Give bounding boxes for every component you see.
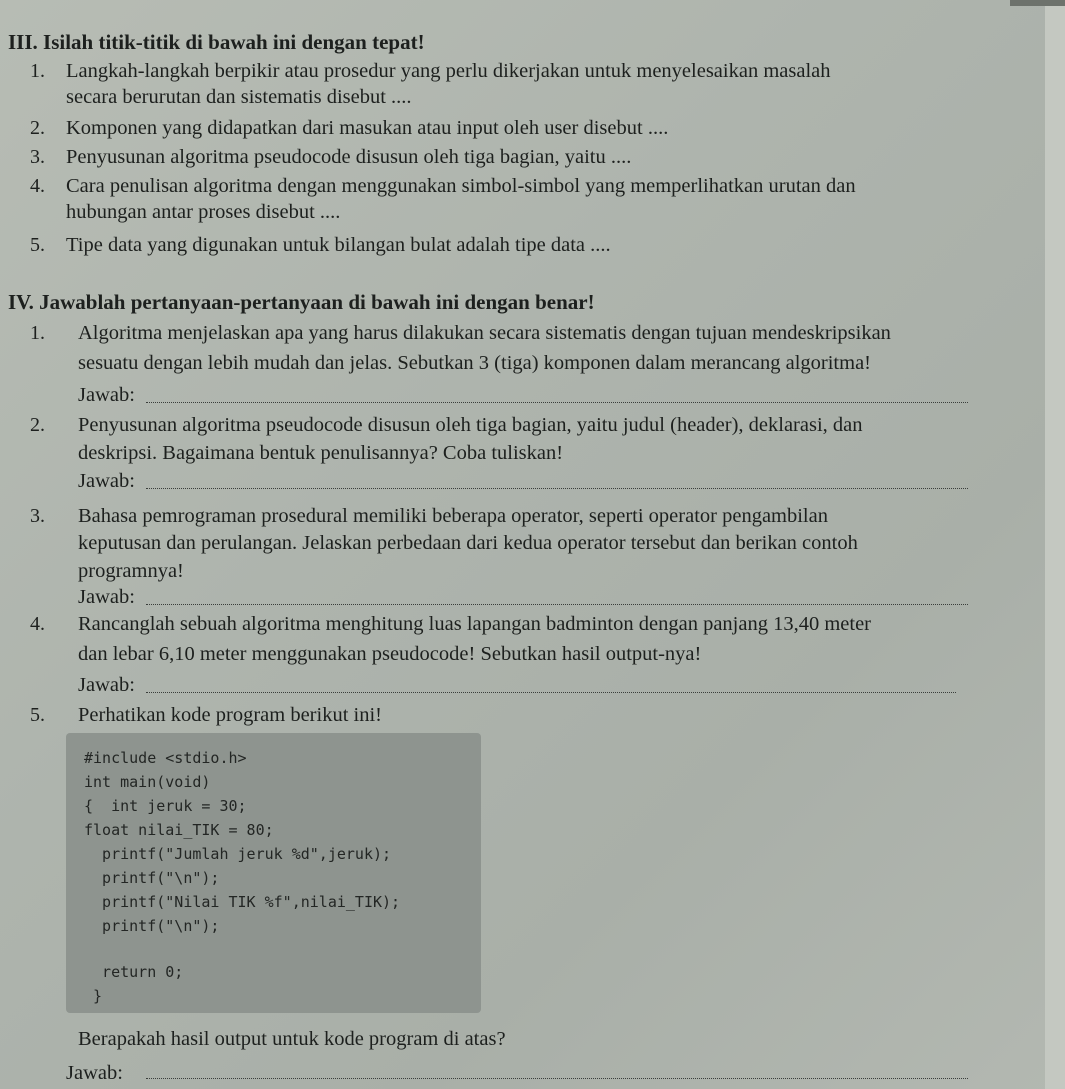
page-edge [1045,0,1065,1089]
s4-item-2-line-1: Penyusunan algoritma pseudocode disusun oleh tiga bagian, yaitu judul (header), deklarasi, dan [78,414,863,436]
s3-item-2-line-1: Komponen yang didapatkan dari masukan atau input oleh user disebut .... [66,117,669,139]
s4-item-5-followup: Berapakah hasil output untuk kode program di atas? [78,1028,506,1050]
s4-item-1-answer-label: Jawab: [78,384,135,406]
code-block [66,733,481,1013]
code-line: { int jeruk = 30; [84,797,247,815]
s3-item-1-number: 1. [30,60,45,82]
section-3-heading: III. Isilah titik-titik di bawah ini dengan tepat! [8,30,425,54]
page-edge-shadow [1010,0,1065,6]
s4-item-3-line-2: keputusan dan perulangan. Jelaskan perbedaan dari kedua operator tersebut dan berikan contoh [78,532,858,554]
s3-item-5-line-1: Tipe data yang digunakan untuk bilangan bulat adalah tipe data .... [66,234,611,256]
s4-item-2-number: 2. [30,414,45,436]
s3-item-2-number: 2. [30,117,45,139]
s4-item-3-line-3: programnya! [78,560,184,582]
section-4-heading: IV. Jawablah pertanyaan-pertanyaan di bawah ini dengan benar! [8,290,595,314]
s4-item-1-number: 1. [30,322,45,344]
s4-item-2-answer-line[interactable] [146,488,968,489]
code-line: printf("Nilai TIK %f",nilai_TIK); [84,893,401,911]
s3-item-4-line-2: hubungan antar proses disebut .... [66,201,341,223]
s4-item-4-line-1: Rancanglah sebuah algoritma menghitung luas lapangan badminton dengan panjang 13,40 meter [78,613,872,635]
s3-item-1-line-2: secara berurutan dan sistematis disebut .... [66,86,412,108]
s4-item-1-line-2: sesuatu dengan lebih mudah dan jelas. Sebutkan 3 (tiga) komponen dalam merancang algoritma! [78,352,871,374]
code-line: return 0; [84,963,184,981]
s3-item-3-number: 3. [30,146,45,168]
s4-item-3-line-1: Bahasa pemrograman prosedural memiliki beberapa operator, seperti operator pengambilan [78,505,828,527]
code-line: printf("\n"); [84,869,220,887]
s3-item-4-line-1: Cara penulisan algoritma dengan menggunakan simbol-simbol yang memperlihatkan urutan dan [66,175,856,197]
s4-item-3-number: 3. [30,505,45,527]
code-line: #include <stdio.h> [84,749,247,767]
code-line: printf("Jumlah jeruk %d",jeruk); [84,845,392,863]
code-line: int main(void) [84,773,211,791]
s4-item-4-line-2: dan lebar 6,10 meter menggunakan pseudocode! Sebutkan hasil output-nya! [78,643,702,665]
code-line: float nilai_TIK = 80; [84,821,274,839]
s4-item-5-number: 5. [30,704,45,726]
s4-item-4-number: 4. [30,613,45,635]
s4-item-5-answer-line[interactable] [146,1078,968,1079]
s3-item-5-number: 5. [30,234,45,256]
s4-item-4-answer-line[interactable] [146,692,956,693]
s4-item-1-line-1: Algoritma menjelaskan apa yang harus dilakukan secara sistematis dengan tujuan mendeskripsikan [78,322,891,344]
s4-item-2-answer-label: Jawab: [78,470,135,492]
s4-item-5-line-1: Perhatikan kode program berikut ini! [78,704,382,726]
s4-item-4-answer-label: Jawab: [78,674,135,696]
s4-item-5-answer-label: Jawab: [66,1062,123,1084]
s3-item-1-line-1: Langkah-langkah berpikir atau prosedur yang perlu dikerjakan untuk menyelesaikan masalah [66,60,831,82]
s3-item-3-line-1: Penyusunan algoritma pseudocode disusun oleh tiga bagian, yaitu .... [66,146,632,168]
s3-item-4-number: 4. [30,175,45,197]
code-line: } [84,987,103,1005]
s4-item-3-answer-line[interactable] [146,604,968,605]
s4-item-3-answer-label: Jawab: [78,586,135,608]
s4-item-2-line-2: deskripsi. Bagaimana bentuk penulisannya? Coba tuliskan! [78,442,564,464]
code-line: printf("\n"); [84,917,220,935]
s4-item-1-answer-line[interactable] [146,402,968,403]
